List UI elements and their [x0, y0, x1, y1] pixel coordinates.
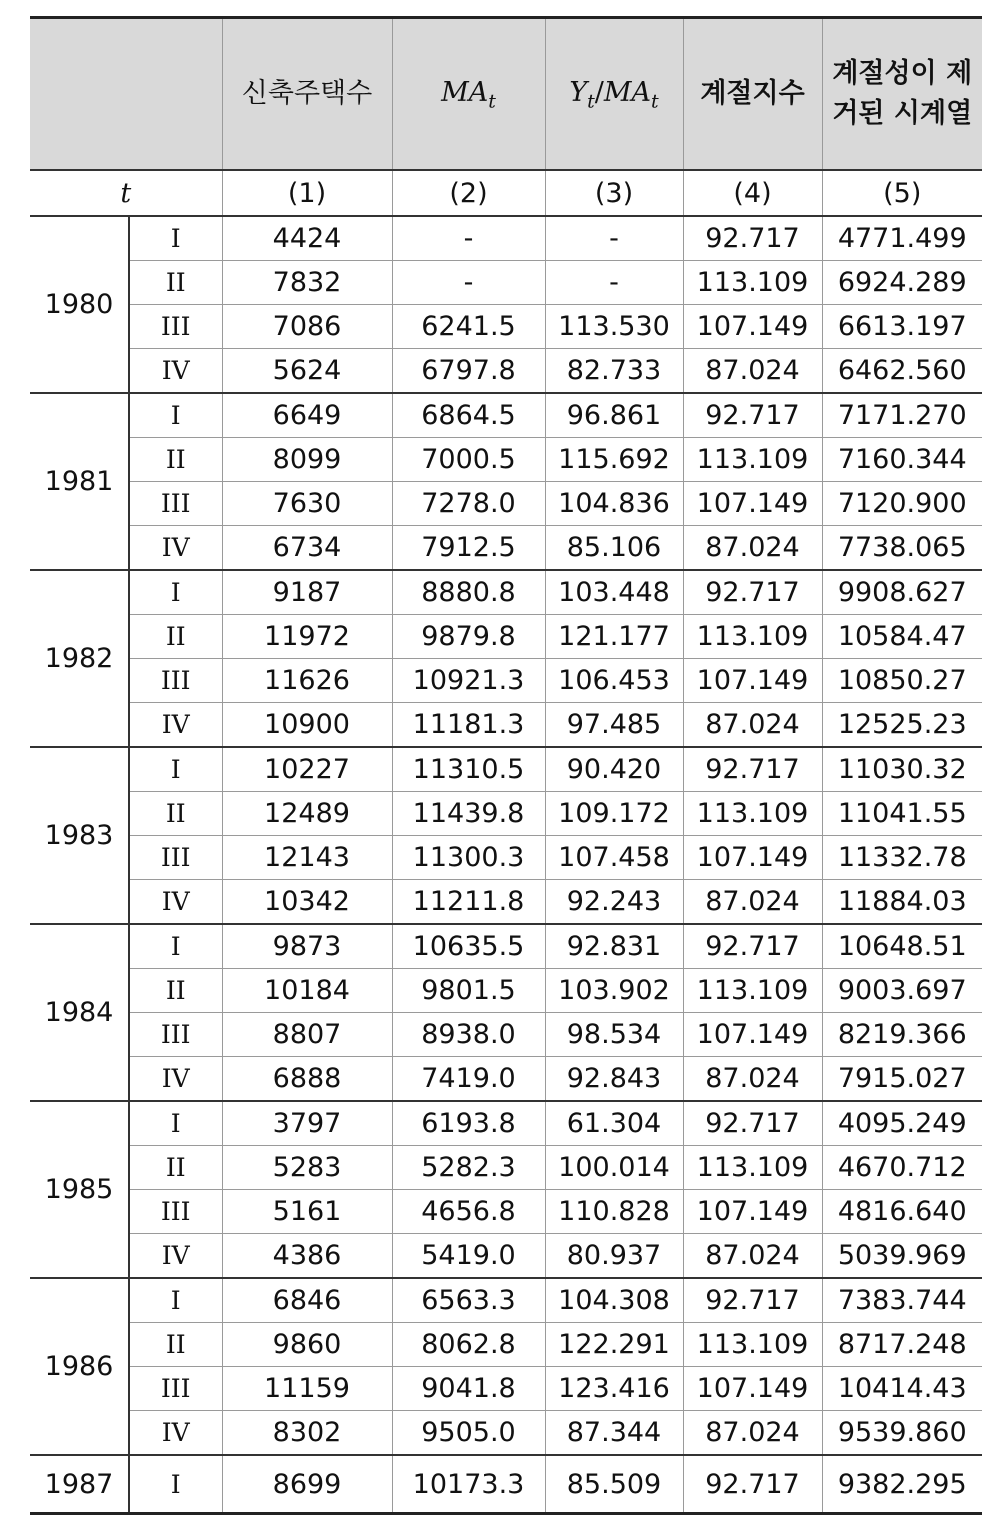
header-seasonal-index: 계절지수	[683, 18, 822, 171]
ratio-cell: 85.106	[545, 526, 683, 571]
deseasonalized-cell: 11884.03	[822, 880, 982, 925]
deseasonalized-cell: 7160.344	[822, 438, 982, 482]
quarter-cell: IV	[129, 880, 222, 925]
seasonal-index-cell: 92.717	[683, 747, 822, 792]
new-housing-cell: 10342	[222, 880, 392, 925]
table-row	[30, 1013, 982, 1057]
deseasonalized-cell: 9003.697	[822, 969, 982, 1013]
year-cell: 1980	[30, 216, 129, 393]
table-row	[30, 924, 982, 969]
new-housing-cell: 11159	[222, 1367, 392, 1411]
deseasonalized-cell: 6613.197	[822, 305, 982, 349]
table-row	[30, 393, 982, 438]
deseasonalized-cell: 8717.248	[822, 1323, 982, 1367]
ratio-cell: 90.420	[545, 747, 683, 792]
header-new-housing: 신축주택수	[222, 18, 392, 171]
new-housing-cell: 6888	[222, 1057, 392, 1102]
new-housing-cell: 8807	[222, 1013, 392, 1057]
quarter-cell: I	[129, 747, 222, 792]
deseasonalized-cell: 11041.55	[822, 792, 982, 836]
moving-average-cell: 5282.3	[392, 1146, 545, 1190]
new-housing-cell: 8699	[222, 1455, 392, 1514]
new-housing-cell: 4386	[222, 1234, 392, 1279]
moving-average-cell: 6563.3	[392, 1278, 545, 1323]
deseasonalized-cell: 7738.065	[822, 526, 982, 571]
new-housing-cell: 4424	[222, 216, 392, 261]
seasonal-index-cell: 87.024	[683, 1057, 822, 1102]
ratio-cell: 104.836	[545, 482, 683, 526]
deseasonalized-cell: 8219.366	[822, 1013, 982, 1057]
table-row	[30, 1323, 982, 1367]
table-row	[30, 1367, 982, 1411]
seasonal-index-cell: 87.024	[683, 703, 822, 748]
t-label: t	[30, 170, 222, 216]
moving-average-cell: -	[392, 261, 545, 305]
moving-average-cell: 8062.8	[392, 1323, 545, 1367]
quarter-cell: IV	[129, 1234, 222, 1279]
header-blank-cell	[30, 18, 129, 171]
deseasonalized-cell: 7171.270	[822, 393, 982, 438]
seasonal-index-cell: 113.109	[683, 969, 822, 1013]
header-row	[30, 18, 982, 171]
table-row	[30, 792, 982, 836]
seasonal-index-cell: 92.717	[683, 216, 822, 261]
moving-average-cell: 7278.0	[392, 482, 545, 526]
table-row	[30, 880, 982, 925]
seasonal-index-cell: 87.024	[683, 349, 822, 394]
moving-average-cell: 9041.8	[392, 1367, 545, 1411]
moving-average-cell: 11310.5	[392, 747, 545, 792]
moving-average-cell: 11439.8	[392, 792, 545, 836]
table-row	[30, 615, 982, 659]
quarter-cell: I	[129, 570, 222, 615]
deseasonalized-cell: 4771.499	[822, 216, 982, 261]
new-housing-cell: 12489	[222, 792, 392, 836]
table-row	[30, 216, 982, 261]
quarter-cell: I	[129, 924, 222, 969]
moving-average-cell: 11300.3	[392, 836, 545, 880]
moving-average-cell: 8880.8	[392, 570, 545, 615]
moving-average-cell: 4656.8	[392, 1190, 545, 1234]
deseasonalized-cell: 11030.32	[822, 747, 982, 792]
column-number-row	[30, 170, 982, 216]
ratio-cell: 98.534	[545, 1013, 683, 1057]
year-cell: 1981	[30, 393, 129, 570]
quarter-cell: IV	[129, 1057, 222, 1102]
ratio-cell: 107.458	[545, 836, 683, 880]
table-row	[30, 1190, 982, 1234]
moving-average-cell: 11211.8	[392, 880, 545, 925]
new-housing-cell: 10900	[222, 703, 392, 748]
quarter-cell: II	[129, 792, 222, 836]
deseasonalized-cell: 10584.47	[822, 615, 982, 659]
seasonal-index-cell: 87.024	[683, 1411, 822, 1456]
seasonal-index-cell: 87.024	[683, 880, 822, 925]
deseasonalized-cell: 7915.027	[822, 1057, 982, 1102]
moving-average-cell: 9505.0	[392, 1411, 545, 1456]
seasonal-index-cell: 107.149	[683, 836, 822, 880]
seasonal-index-cell: 107.149	[683, 1190, 822, 1234]
seasonal-index-cell: 107.149	[683, 305, 822, 349]
moving-average-cell: 7912.5	[392, 526, 545, 571]
table-row	[30, 526, 982, 571]
moving-average-cell: 8938.0	[392, 1013, 545, 1057]
ratio-cell: 92.243	[545, 880, 683, 925]
table-row	[30, 659, 982, 703]
deseasonalized-cell: 9382.295	[822, 1455, 982, 1514]
header-ratio: $Y_t/MA_t$	[545, 18, 683, 171]
seasonal-index-cell: 113.109	[683, 615, 822, 659]
table-row	[30, 261, 982, 305]
quarter-cell: II	[129, 261, 222, 305]
moving-average-cell: 9801.5	[392, 969, 545, 1013]
ratio-cell: 103.902	[545, 969, 683, 1013]
table-row	[30, 1234, 982, 1279]
new-housing-cell: 6649	[222, 393, 392, 438]
new-housing-cell: 12143	[222, 836, 392, 880]
quarter-cell: I	[129, 1101, 222, 1146]
moving-average-cell: 6241.5	[392, 305, 545, 349]
quarter-cell: III	[129, 482, 222, 526]
table-row	[30, 1057, 982, 1102]
ratio-cell: 104.308	[545, 1278, 683, 1323]
seasonal-index-cell: 113.109	[683, 438, 822, 482]
new-housing-cell: 10227	[222, 747, 392, 792]
table-row	[30, 969, 982, 1013]
quarter-cell: III	[129, 305, 222, 349]
quarter-cell: IV	[129, 703, 222, 748]
seasonal-index-cell: 107.149	[683, 1367, 822, 1411]
moving-average-cell: 6864.5	[392, 393, 545, 438]
column-number: (3)	[545, 170, 683, 216]
new-housing-cell: 11972	[222, 615, 392, 659]
table-row	[30, 747, 982, 792]
moving-average-cell: 5419.0	[392, 1234, 545, 1279]
moving-average-cell: -	[392, 216, 545, 261]
new-housing-cell: 8302	[222, 1411, 392, 1456]
ratio-cell: 96.861	[545, 393, 683, 438]
deseasonalized-cell: 6924.289	[822, 261, 982, 305]
quarter-cell: I	[129, 216, 222, 261]
new-housing-cell: 11626	[222, 659, 392, 703]
seasonal-index-cell: 113.109	[683, 1323, 822, 1367]
ratio-cell: 87.344	[545, 1411, 683, 1456]
header-moving-average: $MA_t$	[392, 18, 545, 171]
seasonal-index-cell: 87.024	[683, 526, 822, 571]
ratio-cell: 109.172	[545, 792, 683, 836]
ratio-cell: -	[545, 261, 683, 305]
deseasonalized-cell: 5039.969	[822, 1234, 982, 1279]
deseasonalized-cell: 10648.51	[822, 924, 982, 969]
year-cell: 1984	[30, 924, 129, 1101]
deseasonalized-cell: 9908.627	[822, 570, 982, 615]
quarter-cell: III	[129, 1190, 222, 1234]
new-housing-cell: 3797	[222, 1101, 392, 1146]
quarter-cell: III	[129, 659, 222, 703]
seasonal-index-cell: 92.717	[683, 1101, 822, 1146]
deseasonalized-cell: 4816.640	[822, 1190, 982, 1234]
moving-average-cell: 11181.3	[392, 703, 545, 748]
moving-average-cell: 6797.8	[392, 349, 545, 394]
column-number: (1)	[222, 170, 392, 216]
quarter-cell: I	[129, 1278, 222, 1323]
quarter-cell: II	[129, 969, 222, 1013]
ratio-cell: 100.014	[545, 1146, 683, 1190]
deseasonalized-cell: 10850.27	[822, 659, 982, 703]
ratio-cell: 103.448	[545, 570, 683, 615]
ratio-cell: 85.509	[545, 1455, 683, 1514]
moving-average-cell: 10921.3	[392, 659, 545, 703]
ratio-cell: 61.304	[545, 1101, 683, 1146]
new-housing-cell: 6734	[222, 526, 392, 571]
table-row	[30, 482, 982, 526]
table-row	[30, 703, 982, 748]
deseasonalized-cell: 4670.712	[822, 1146, 982, 1190]
new-housing-cell: 5624	[222, 349, 392, 394]
ratio-cell: 92.831	[545, 924, 683, 969]
column-number: (4)	[683, 170, 822, 216]
table-row	[30, 1146, 982, 1190]
table-row	[30, 1411, 982, 1456]
deseasonalized-cell: 12525.23	[822, 703, 982, 748]
quarter-cell: II	[129, 1323, 222, 1367]
new-housing-cell: 5161	[222, 1190, 392, 1234]
table-row	[30, 1101, 982, 1146]
moving-average-cell: 10173.3	[392, 1455, 545, 1514]
quarter-cell: IV	[129, 526, 222, 571]
new-housing-cell: 9873	[222, 924, 392, 969]
seasonal-index-cell: 107.149	[683, 659, 822, 703]
ratio-cell: 115.692	[545, 438, 683, 482]
deseasonalized-cell: 7120.900	[822, 482, 982, 526]
ratio-cell: 122.291	[545, 1323, 683, 1367]
quarter-cell: IV	[129, 349, 222, 394]
ratio-cell: 80.937	[545, 1234, 683, 1279]
ratio-cell: 123.416	[545, 1367, 683, 1411]
table-row	[30, 349, 982, 394]
seasonal-index-cell: 92.717	[683, 1278, 822, 1323]
seasonal-index-cell: 92.717	[683, 924, 822, 969]
ratio-cell: 82.733	[545, 349, 683, 394]
header-deseasonalized-series: 계절성이 제거된 시계열	[822, 18, 982, 171]
year-cell: 1983	[30, 747, 129, 924]
deseasonalized-cell: 9539.860	[822, 1411, 982, 1456]
new-housing-cell: 9187	[222, 570, 392, 615]
ratio-cell: 113.530	[545, 305, 683, 349]
quarter-cell: II	[129, 1146, 222, 1190]
ratio-cell: 110.828	[545, 1190, 683, 1234]
ratio-cell: -	[545, 216, 683, 261]
moving-average-cell: 7419.0	[392, 1057, 545, 1102]
seasonal-index-cell: 92.717	[683, 1455, 822, 1514]
year-cell: 1987	[30, 1455, 129, 1514]
ratio-cell: 121.177	[545, 615, 683, 659]
ratio-cell: 97.485	[545, 703, 683, 748]
deseasonalized-cell: 11332.78	[822, 836, 982, 880]
seasonal-index-cell: 107.149	[683, 1013, 822, 1057]
moving-average-cell: 6193.8	[392, 1101, 545, 1146]
seasonal-index-cell: 113.109	[683, 1146, 822, 1190]
table-row	[30, 570, 982, 615]
column-number: (5)	[822, 170, 982, 216]
header-blank-cell	[129, 18, 222, 171]
seasonal-adjustment-table	[30, 16, 982, 1515]
deseasonalized-cell: 4095.249	[822, 1101, 982, 1146]
quarter-cell: I	[129, 1455, 222, 1514]
seasonal-index-cell: 87.024	[683, 1234, 822, 1279]
seasonal-index-cell: 113.109	[683, 792, 822, 836]
seasonal-index-cell: 92.717	[683, 570, 822, 615]
column-number: (2)	[392, 170, 545, 216]
deseasonalized-cell: 10414.43	[822, 1367, 982, 1411]
ratio-cell: 92.843	[545, 1057, 683, 1102]
year-cell: 1982	[30, 570, 129, 747]
quarter-cell: III	[129, 1013, 222, 1057]
quarter-cell: III	[129, 1367, 222, 1411]
quarter-cell: I	[129, 393, 222, 438]
deseasonalized-cell: 6462.560	[822, 349, 982, 394]
seasonal-index-cell: 113.109	[683, 261, 822, 305]
quarter-cell: II	[129, 438, 222, 482]
quarter-cell: IV	[129, 1411, 222, 1456]
quarter-cell: II	[129, 615, 222, 659]
table-row	[30, 438, 982, 482]
new-housing-cell: 8099	[222, 438, 392, 482]
moving-average-cell: 7000.5	[392, 438, 545, 482]
new-housing-cell: 7086	[222, 305, 392, 349]
table-row	[30, 305, 982, 349]
year-cell: 1986	[30, 1278, 129, 1455]
new-housing-cell: 7832	[222, 261, 392, 305]
new-housing-cell: 9860	[222, 1323, 392, 1367]
moving-average-cell: 10635.5	[392, 924, 545, 969]
table-row	[30, 1455, 982, 1514]
moving-average-cell: 9879.8	[392, 615, 545, 659]
ratio-cell: 106.453	[545, 659, 683, 703]
seasonal-index-cell: 92.717	[683, 393, 822, 438]
deseasonalized-cell: 7383.744	[822, 1278, 982, 1323]
new-housing-cell: 7630	[222, 482, 392, 526]
new-housing-cell: 6846	[222, 1278, 392, 1323]
new-housing-cell: 5283	[222, 1146, 392, 1190]
year-cell: 1985	[30, 1101, 129, 1278]
new-housing-cell: 10184	[222, 969, 392, 1013]
table-row	[30, 836, 982, 880]
table-row	[30, 1278, 982, 1323]
quarter-cell: III	[129, 836, 222, 880]
seasonal-index-cell: 107.149	[683, 482, 822, 526]
